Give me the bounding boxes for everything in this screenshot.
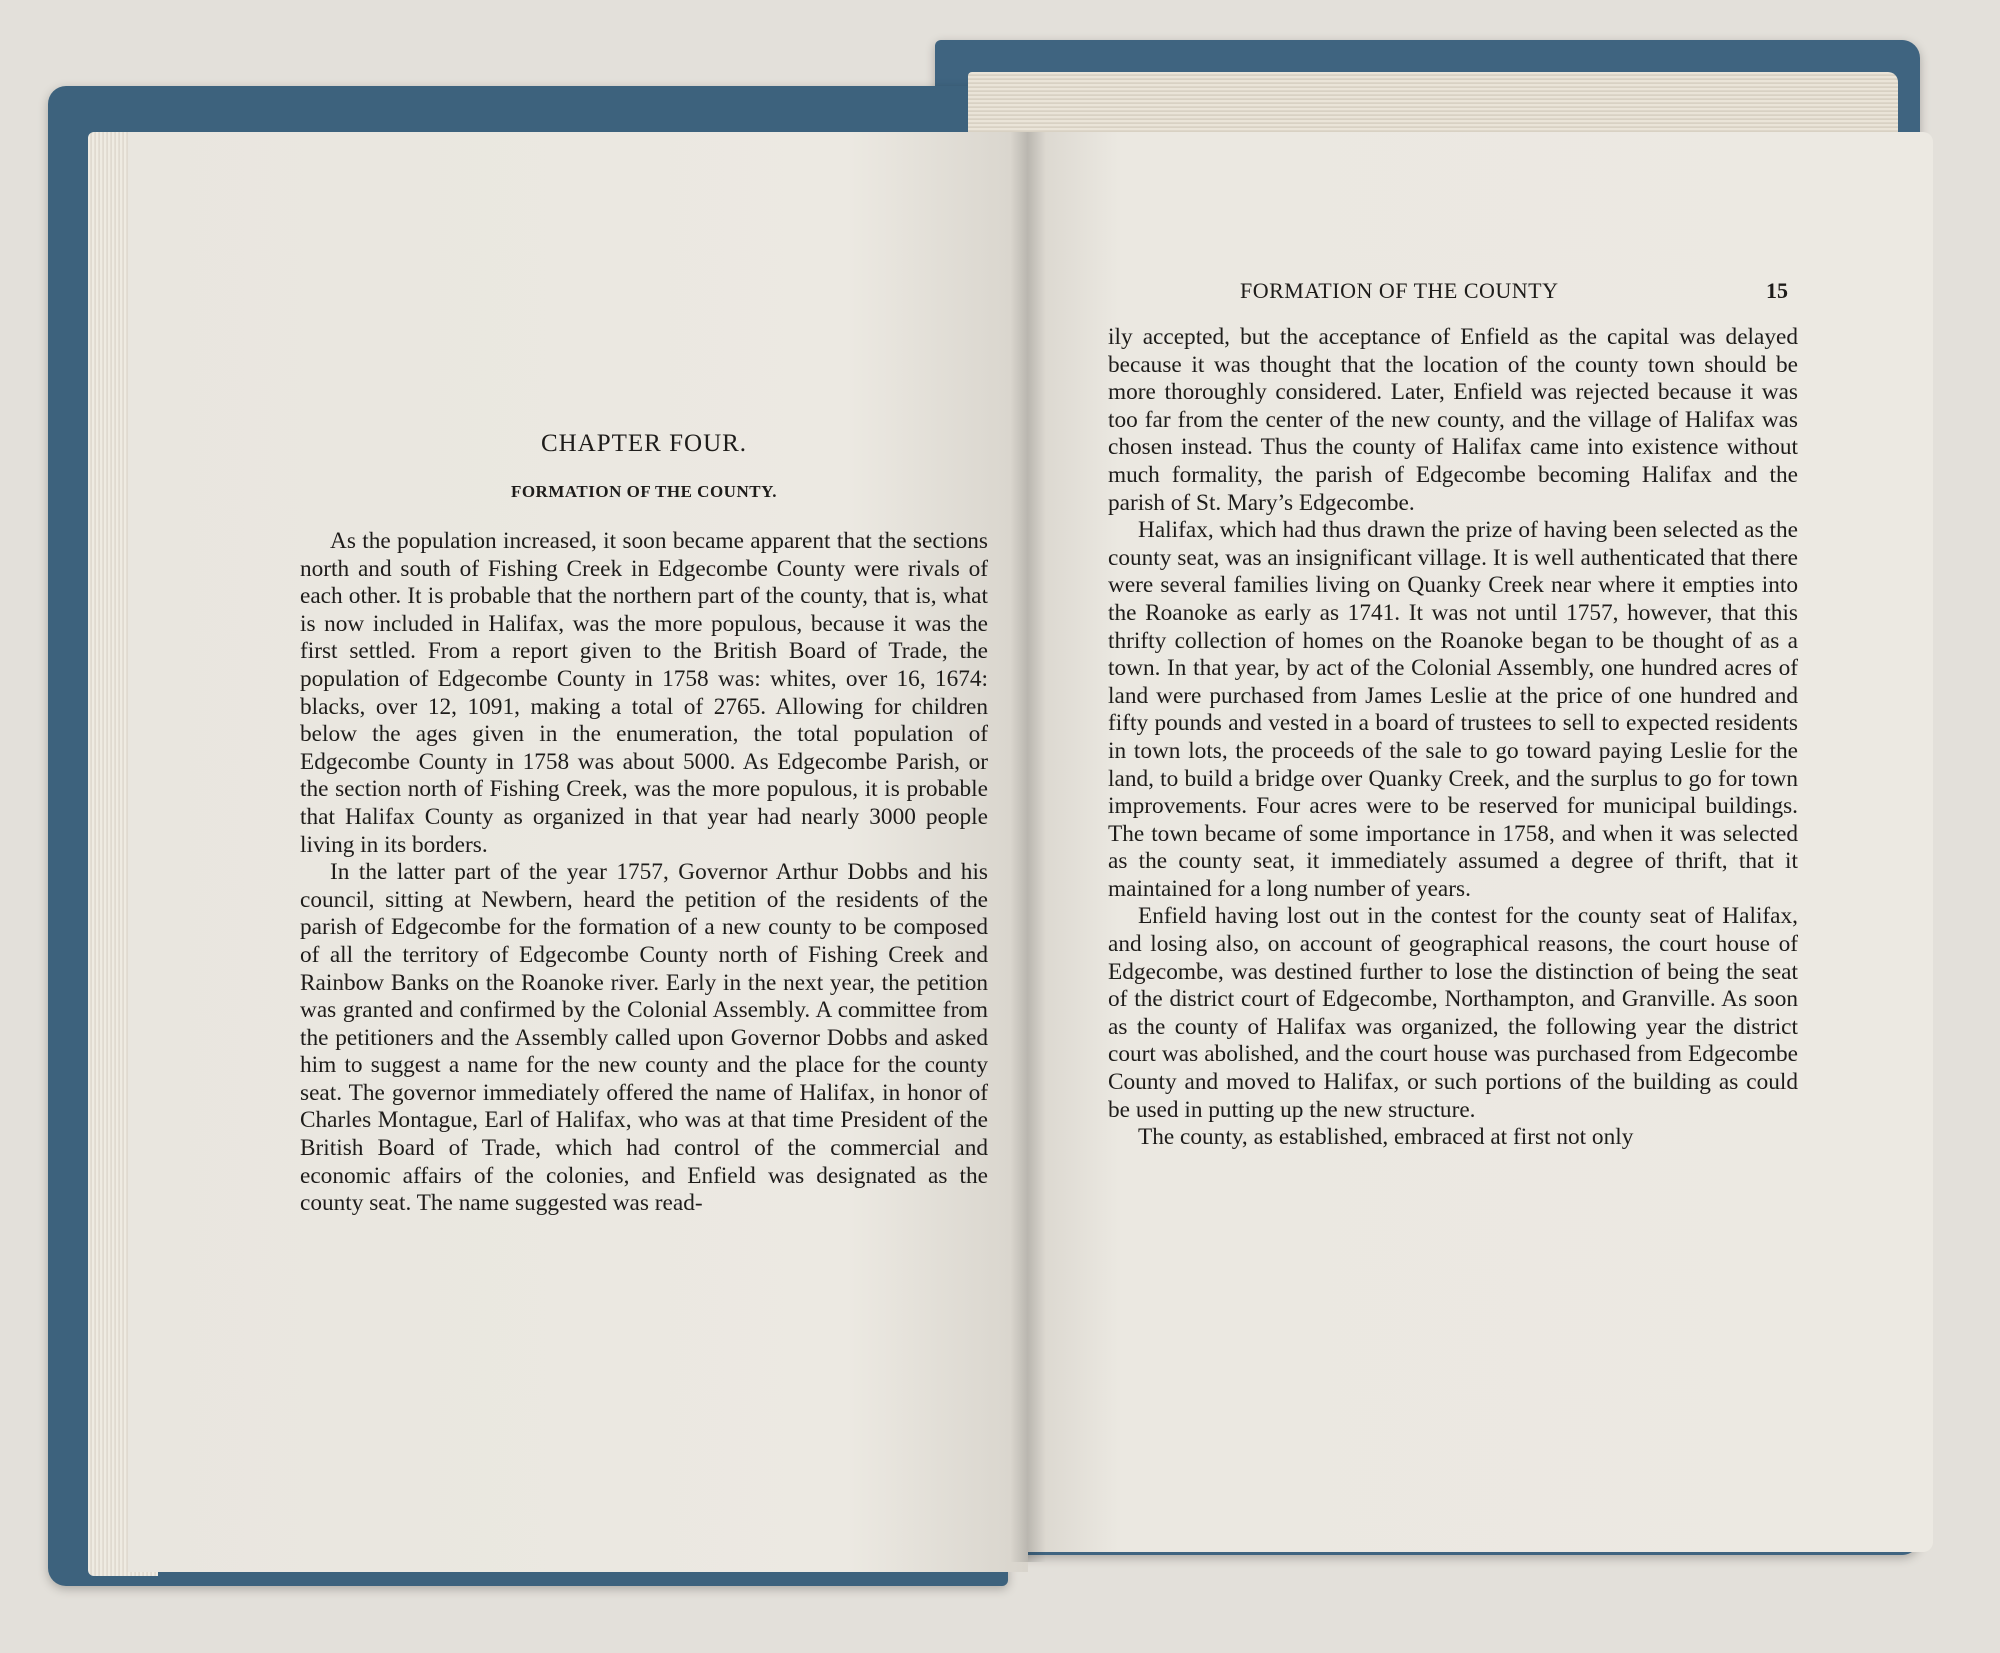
section-title: FORMATION OF THE COUNTY. — [510, 482, 778, 501]
book-gutter — [1010, 132, 1046, 1562]
running-head: FORMATION OF THE COUNTY — [1240, 278, 1559, 303]
paragraph: Enfield having lost out in the contest for the county seat of Halifax, and losing also, on account of geographical reasons, the court house of Edgecombe, was destined further to lose the distinction of being the seat of the district court of Edgecombe, Northampton, and Granville. As soon as the county of Halifax was organized, the following year the district court was abolished, and the court house was purchased from Edgecombe County and moved to Halifax, or such portions of the building as could be used in putting up the new structure. — [1108, 903, 1798, 1123]
paragraph: Halifax, which had thus drawn the prize of having been selected as the county seat, was an insignificant village. It is well authenticated that there were several families living on Quanky Creek near where it empties into the Roanoke as early as 1741. It was not until 1757, however, that this thrifty collection of homes on the Roanoke began to be thought of as a town. In that year, by act of the Colonial Assembly, one hundred acres of land were purchased from James Leslie at the price of one hundred and fifty pounds and vested in a board of trustees to sell to expected residents in town lots, the proceeds of the sale to go toward paying Leslie for the land, to build a bridge over Quanky Creek, and the surplus to go for town improvements. Four acres were to be reserved for municipal buildings. The town became of some importance in 1758, and when it was selected as the county seat, it immediately assumed a degree of thrift, that it maintained for a long number of years. — [1108, 517, 1798, 902]
paragraph: As the population increased, it soon became apparent that the sections north and south of Fishing Creek in Edgecombe County were rivals of each other. It is probable that the northern part of the county, that is, what is now included in Halifax, was the more populous, because it was the first settled. From a report given to the British Board of Trade, the population of Edgecombe County in 1758 was: whites, over 16, 1674: blacks, over 12, 1091, making a total of 2765. Allowing for children below the ages given in the enumeration, the total population of Edgecombe County in 1758 was about 5000. As Edgecombe Parish, or the section north of Fishing Creek, was the more populous, it is probable that Halifax County as organized in that year had nearly 3000 people living in its borders. — [300, 528, 988, 858]
paragraph: The county, as established, embraced at first not only — [1138, 1124, 1634, 1151]
paragraph: In the latter part of the year 1757, Governor Arthur Dobbs and his council, sitting at Newbern, heard the petition of the residents of the parish of Edgecombe for the formation of a new county to be composed of all the territory of Edgecombe County north of Fishing Creek and Rainbow Banks on the Roanoke river. Early in the next year, the petition was granted and confirmed by the Colonial Assembly. A committee from the petitioners and the Assembly called upon Governor Dobbs and asked him to suggest a name for the new county and the place for the county seat. The governor immediately offered the name of Halifax, in honor of Charles Montague, Earl of Halifax, who was at that time President of the British Board of Trade, which had control of the commercial and economic affairs of the colonies, and Enfield was designated as the county seat. The name suggested was read- — [300, 859, 988, 1217]
right-page-body — [1108, 324, 1798, 1152]
chapter-title: CHAPTER FOUR. — [540, 430, 748, 457]
paragraph: ily accepted, but the acceptance of Enfield as the capital was delayed because it was thought that the location of the county town should be more thoroughly considered. Later, Enfield was rejected because it was too far from the center of the new county, and the village of Halifax was chosen instead. Thus the county of Halifax came into existence without much formality, the parish of Edgecombe becoming Halifax and the parish of St. Mary’s Edgecombe. — [1108, 324, 1798, 516]
page-number: 15 — [1766, 278, 1788, 303]
page-edges-top — [968, 72, 1898, 138]
left-page-body — [300, 528, 988, 1218]
